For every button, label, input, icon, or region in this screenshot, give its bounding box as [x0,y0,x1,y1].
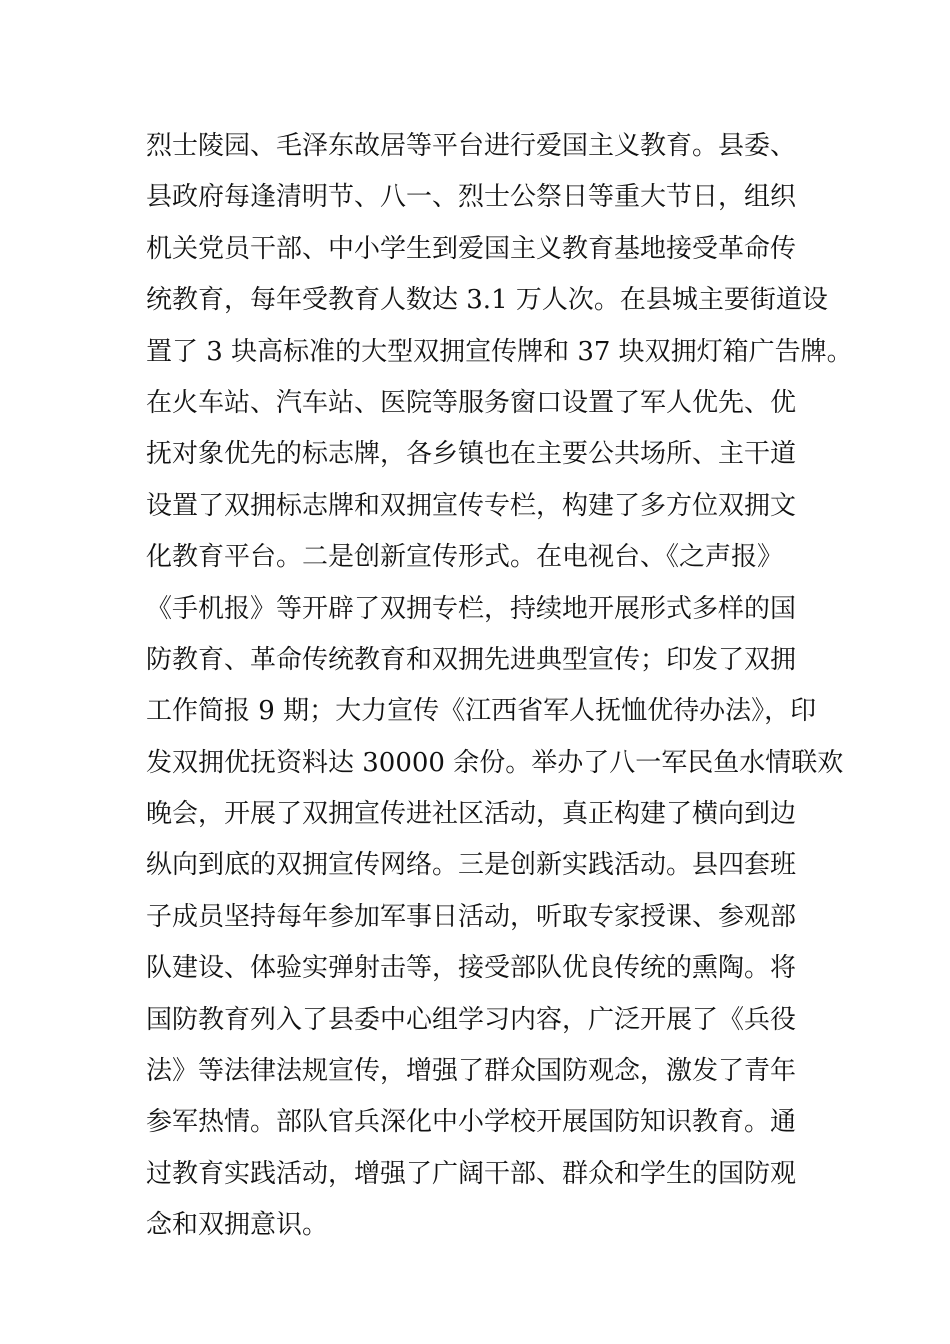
text-line-1: 烈士陵园、毛泽东故居等平台进行爱国主义教育。县委、 [146,131,797,161]
text-line-22: 念和双拥意识。 [146,1210,329,1241]
text-line-7: 抚对象优先的标志牌，各乡镇也在主要公共场所、主干道 [146,439,797,470]
text-line-16: 子成员坚持每年参加军事日活动，听取专家授课、参观部 [146,901,797,932]
text-line-3: 机关党员干部、中小学生到爱国主义教育基地接受革命传 [146,233,797,264]
text-line-4: 统教育，每年受教育人数达 3.1 万人次。在县城主要街道设 [146,285,828,316]
text-line-14: 晚会，开展了双拥宣传进社区活动，真正构建了横向到边 [146,799,797,830]
text-line-18: 国防教育列入了县委中心组学习内容，广泛开展了《兵役 [146,1004,797,1035]
text-line-20: 参军热情。部队官兵深化中小学校开展国防知识教育。通 [146,1107,797,1138]
text-line-13: 发双拥优抚资料达 30000 余份。举办了八一军民鱼水情联欢 [146,747,844,778]
text-line-11: 防教育、革命传统教育和双拥先进典型宣传；印发了双拥 [146,644,797,675]
text-line-15: 纵向到底的双拥宣传网络。三是创新实践活动。县四套班 [146,850,797,881]
text-line-8: 设置了双拥标志牌和双拥宣传专栏，构建了多方位双拥文 [146,490,797,521]
body-paragraph [146,126,853,1257]
text-line-9: 化教育平台。二是创新宣传形式。在电视台、《之声报》 [146,542,784,573]
text-line-21: 过教育实践活动，增强了广阔干部、群众和学生的国防观 [146,1158,797,1189]
text-line-17: 队建设、体验实弹射击等，接受部队优良传统的熏陶。将 [146,953,797,984]
text-line-2: 县政府每逢清明节、八一、烈士公祭日等重大节日，组织 [146,182,797,213]
text-line-19: 法》等法律法规宣传，增强了群众国防观念，激发了青年 [146,1056,797,1087]
text-line-12: 工作简报 9 期；大力宣传《江西省军人抚恤优待办法》，印 [146,696,817,727]
text-line-10: 《手机报》等开辟了双拥专栏，持续地开展形式多样的国 [146,593,797,624]
text-line-5: 置了 3 块高标准的大型双拥宣传牌和 37 块双拥灯箱广告牌。 [146,336,853,367]
text-line-6: 在火车站、汽车站、医院等服务窗口设置了军人优先、优 [146,387,797,418]
